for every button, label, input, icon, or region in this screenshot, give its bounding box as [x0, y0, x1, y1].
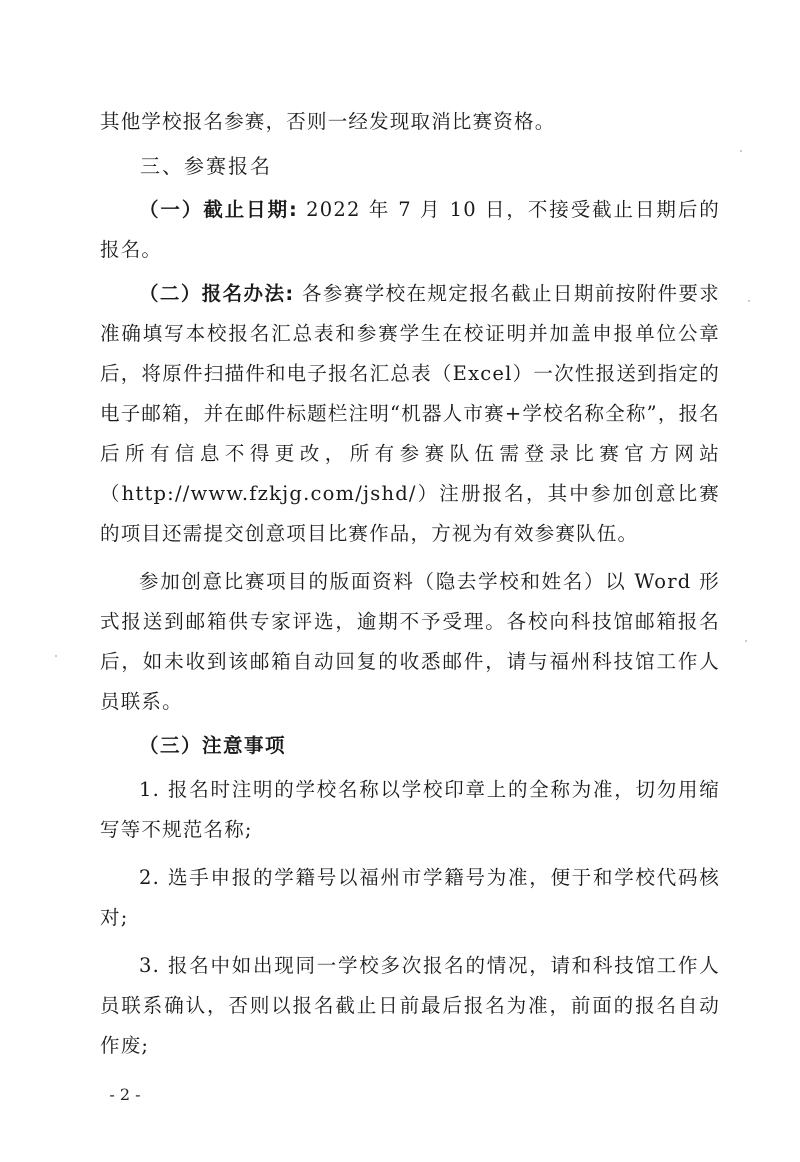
scan-speck	[55, 655, 57, 657]
scan-speck	[748, 300, 750, 302]
note-item: 1. 报名时注明的学校名称以学校印章上的全称为准，切勿用缩写等不规范名称;	[100, 778, 720, 841]
section-title-registration: 三、参赛报名	[140, 154, 272, 178]
method-text: 各参赛学校在规定报名截止日期前按附件要求准确填写本校报名汇总表和参赛学生在校证明并加盖申报单位公章后，将原件扫描件和电子报名汇总表（Excel）一次性报送到指定的电子邮箱，并在邮件标题栏注明“机器人市赛+学校名称全称”，报名后所有信息不得更改，所有参赛队伍需登录比赛官方网站（http://www.fzkjg.com/jshd/）注册报名，其中参加创意比赛的项目还需提交创意项目比赛作品，方视为有效参赛队伍。	[100, 282, 720, 545]
document-body	[100, 102, 720, 1066]
scan-speck	[740, 150, 742, 152]
method-label: （二）报名办法	[139, 282, 286, 305]
deadline-text: 2022 年 7 月 10 日，不接受截止日期后的报名。	[100, 198, 720, 261]
deadline-colon: :	[289, 198, 299, 221]
notes-heading: （三）注意事项	[139, 734, 287, 757]
method-colon: :	[285, 282, 295, 305]
method-paragraph	[100, 274, 720, 554]
deadline-paragraph	[100, 190, 720, 270]
scan-speck	[745, 640, 747, 642]
note-item: 2. 选手申报的学籍号以福州市学籍号为准，便于和学校代码核对;	[100, 866, 720, 929]
deadline-label: （一）截止日期	[139, 198, 290, 221]
creative-paragraph: 参加创意比赛项目的版面资料（隐去学校和姓名）以 Word 形式报送到邮箱供专家评选，逾期不予受理。各校向科技馆邮箱报名后，如未收到该邮箱自动回复的收悉邮件，请与福州科技馆工作人员联系。	[100, 570, 720, 713]
continuation-paragraph: 其他学校报名参赛，否则一经发现取消比赛资格。	[100, 110, 556, 133]
page-number: - 2 -	[109, 1085, 141, 1104]
note-item: 3. 报名中如出现同一学校多次报名的情况，请和科技馆工作人员联系确认，否则以报名截止日前最后报名为准，前面的报名自动作废;	[100, 954, 720, 1057]
